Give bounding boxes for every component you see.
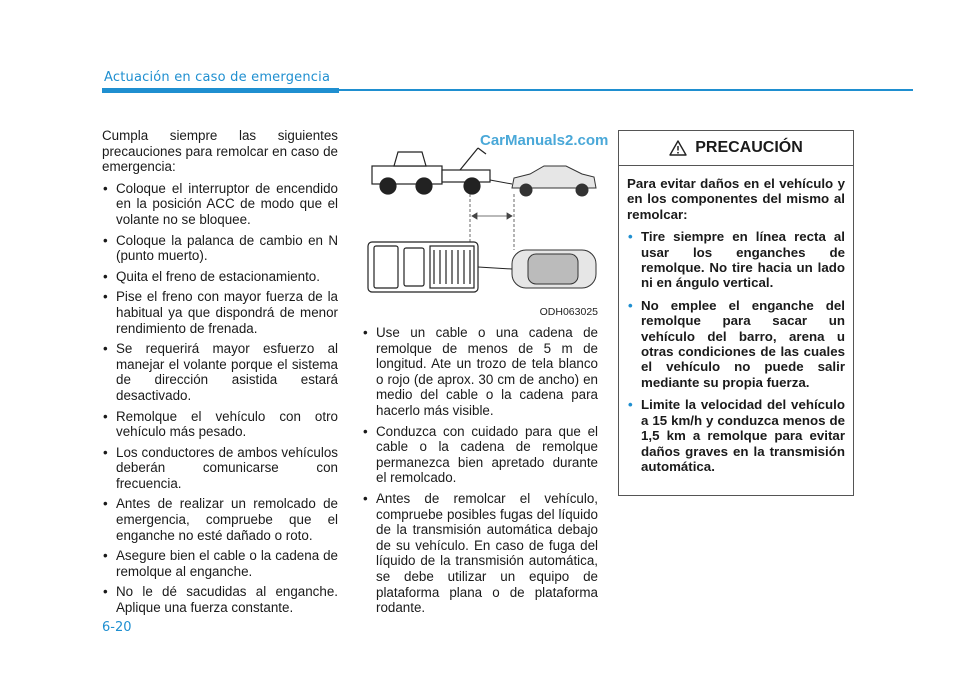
towed-car-top	[512, 250, 596, 288]
list-item: • Antes de realizar un remolcado de emergencia, compruebe que el enganche no esté dañado o roto.	[103, 496, 338, 543]
list-item: • No le dé sacudidas al enganche. Aplique una fuerza constante.	[103, 584, 338, 616]
list-item: • Coloque el interruptor de encendido en la posición ACC de modo que el volante no se bloquee.	[103, 180, 338, 227]
list-item: • Los conductores de ambos vehículos deberán comunicarse con frecuencia.	[103, 444, 338, 491]
caution-intro: Para evitar daños en el vehículo y en los componentes del mismo al remolcar:	[627, 176, 845, 222]
figure-code: ODH063025	[539, 306, 598, 318]
list-item: • Pise el freno con mayor fuerza de la habitual ya que dispondrá de menor rendimiento de frenada.	[103, 289, 338, 336]
towed-car-side	[512, 166, 596, 196]
warning-triangle-icon	[669, 140, 687, 156]
list-item: • No emplee el enganche del remolque para sacar un vehículo del barro, arena u otras condiciones de las cuales el vehículo no puede salir mediante su propia fuerza.	[628, 297, 845, 390]
caution-box	[618, 130, 854, 496]
tow-truck-top	[368, 242, 478, 292]
list-item: • Coloque la palanca de cambio en N (punto muerto).	[103, 232, 338, 264]
list-item: • Quita el freno de estacionamiento.	[103, 268, 320, 284]
middle-column	[362, 325, 598, 621]
list-item: • Conduzca con cuidado para que el cable o la cadena de remolque permanezca bien apretado durante el remolcado.	[363, 423, 598, 486]
precautions-list	[102, 181, 338, 616]
page-number: 6-20	[102, 620, 132, 635]
list-item: • Limite la velocidad del vehículo a 15 km/h y conduzca menos de 1,5 km a remolque para evitar daños graves en la transmisión automática.	[628, 397, 845, 474]
watermark: CarManuals2.com	[480, 132, 609, 149]
list-item: • Se requerirá mayor esfuerzo al manejar el volante porque el sistema de dirección asistida estará desactivado.	[103, 341, 338, 403]
list-item: • Use un cable o una cadena de remolque de menos de 5 m de longitud. Ate un trozo de tela blanco o rojo (de aprox. 30 cm de ancho) en medio del cable o la cadena para hacerlo más visible.	[363, 325, 598, 418]
list-item: • Remolque el vehículo con otro vehículo más pesado.	[103, 408, 338, 440]
caution-header	[619, 131, 853, 166]
towing-list	[362, 325, 598, 616]
caution-body	[619, 166, 853, 474]
intro-paragraph: Cumpla siempre las siguientes precauciones para remolcar en caso de emergencia:	[102, 128, 338, 175]
caution-list	[627, 229, 845, 474]
header-accent-bar	[102, 88, 339, 93]
list-item: • Tire siempre en línea recta al usar los enganches de remolque. No tire hacia un lado ni en ángulo vertical.	[628, 229, 845, 291]
section-title: Actuación en caso de emergencia	[104, 70, 331, 85]
towing-illustration	[360, 130, 600, 320]
towing-figure	[360, 130, 609, 320]
tow-truck-side	[372, 148, 490, 194]
left-column	[102, 128, 338, 621]
caution-title: PRECAUCIÓN	[695, 139, 803, 156]
list-item: • Antes de remolcar el vehículo, compruebe posibles fugas del líquido de la transmisión automática debajo de su vehículo. En caso de fuga del líquido de la transmisión automática, se debe utilizar un equipo de plataforma plana o de plataforma rodante.	[363, 490, 598, 616]
list-item: • Asegure bien el cable o la cadena de remolque al enganche.	[103, 548, 338, 579]
header-rule	[339, 89, 913, 91]
